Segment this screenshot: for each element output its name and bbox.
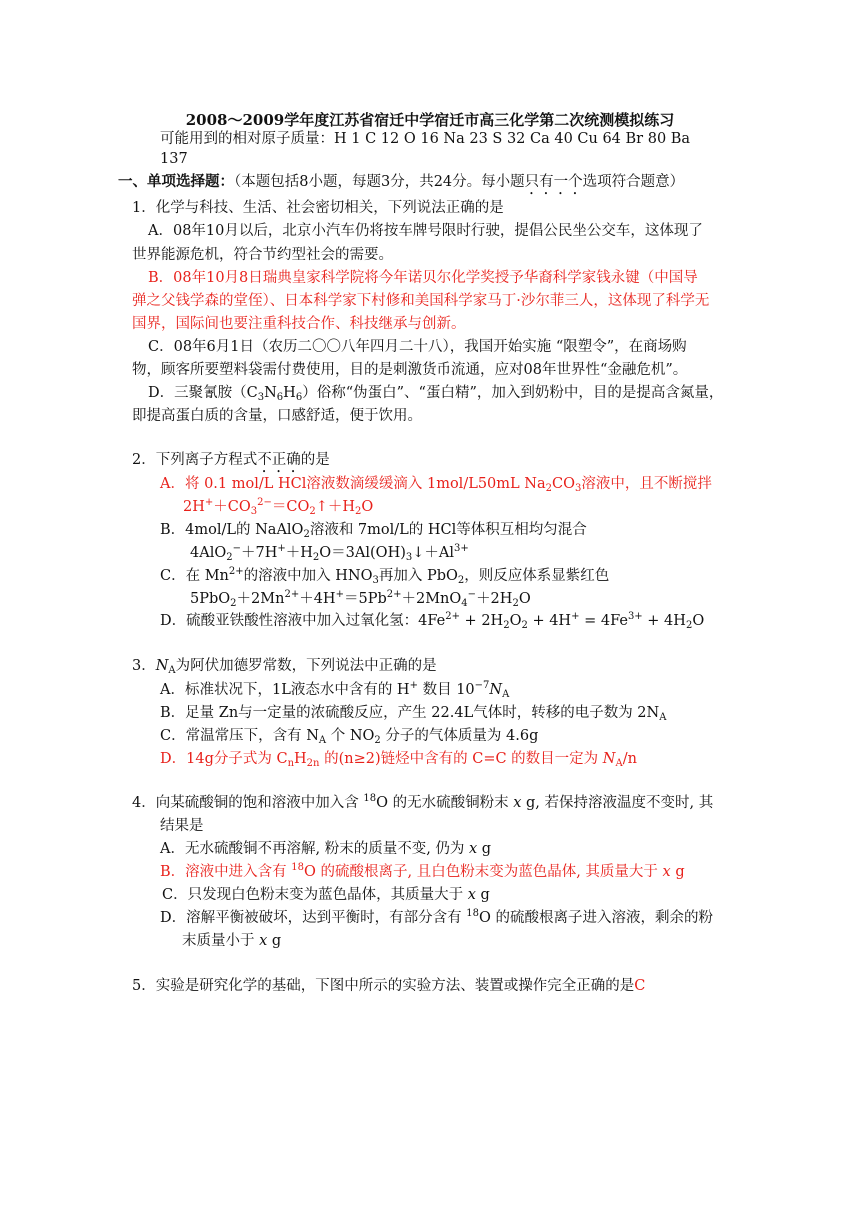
q1-option-b-answer: B．08年10月8日瑞典皇家科学院将今年诺贝尔化学奖授予华裔科学家钱永键（中国导	[148, 270, 698, 286]
q3-option-b: B．足量 Zn与一定量的浓硫酸反应，产生 22.4L气体时，转移的电子数为 $2N_A$	[160, 705, 667, 723]
q3-option-c: C．常温常压下，含有 $N_A$ 个 $NO_2$ 分子的气体质量为 4.6g	[160, 728, 539, 746]
q1-option-b-cont: 弹之父钱学森的堂侄）、日本科学家下村修和美国科学家马丁·沙尔菲三人，这体现了科学无	[132, 293, 710, 309]
q2-option-c: C．在 $Mn^{2+}$的溶液中加入 $HNO_3$再加入 PbO$_2$，则反应体系显紫红色	[160, 566, 610, 586]
section-desc: （本题包括8小题，每题3分，共24分。每小题	[234, 174, 525, 190]
q5-answer: C	[634, 978, 646, 994]
q3-option-a: A．标准状况下，1L液态水中含有的 H+ 数目 $10^{-7}N_A$	[160, 680, 510, 700]
section-desc-end: 选项符合题意）	[582, 174, 685, 190]
q2-option-c-equation: $5PbO_2+2Mn^{2+}+4H^+=5Pb^{2+}+2MnO_4^-+2H_2O$	[190, 589, 531, 609]
q1-option-d-cont: 即提高蛋白质的含量，口感舒适，便于饮用。	[132, 408, 422, 424]
q2-option-a-equation: $2H^++CO_3^{2-}=CO_2↑+H_2O$	[183, 497, 374, 517]
q4-stem: 4．向某硫酸铜的饱和溶液中加入含 $^{18}$O 的无水硫酸铜粉末 x g, 若保持溶液温度不变时, 其	[132, 793, 714, 811]
q1-option-c: C．08年6月1日（农历二〇〇八年四月二十八），我国开始实施 “限塑令”，在商场购	[148, 339, 687, 355]
q2-option-b: B．4mol/L的 NaAlO$_2$溶液和 7mol/L的 HCl等体积互相均匀混合	[160, 522, 587, 540]
page-title: 2008～2009学年度江苏省宿迁中学宿迁市高三化学第二次统测模拟练习	[185, 111, 675, 129]
q4-option-b-answer: B．溶液中进入含有 $^{18}$O 的硫酸根离子, 且白色粉末变为蓝色晶体, 其质量大于 x g	[160, 862, 685, 880]
q4-option-d: D．溶解平衡被破坏，达到平衡时，有部分含有 $^{18}$O 的硫酸根离子进入溶液，剩余的粉	[160, 908, 713, 926]
q2-option-d: D．硫酸亚铁酸性溶液中加入过氧化氢：$4Fe^{2+} + 2H_2O_2 + 4H^+ = 4Fe^{3+} + 4H_2O$	[160, 611, 705, 631]
q2-option-a-answer: A．将 0.1 mol/L HCl溶液数滴缓缓滴入 1mol/L50mL $Na_2CO_3$溶液中，且不断搅拌	[160, 476, 712, 494]
q1-option-a: A．08年10月以后，北京小汽车仍将按车牌号限时行驶，提倡公民坐公交车，这体现了	[148, 223, 703, 239]
section-emphasis: 只有一个	[524, 174, 583, 190]
q1-option-a-cont: 世界能源危机，符合节约型社会的需要。	[132, 247, 393, 263]
q3-option-d-answer: D．14g分子式为 $C_nH_{2n}$ 的(n≥2)链烃中含有的 C=C 的数目一定为 $N_A/n$	[160, 751, 637, 769]
section-label: 一、单项选择题：	[118, 173, 234, 190]
atomic-masses-line: 可能用到的相对原子质量：H 1 C 12 O 16 Na 23 S 32 Ca 40 Cu 64 Br 80 Ba	[160, 131, 691, 147]
section-heading	[118, 172, 684, 198]
q1-option-d: D．三聚氰胺$(C_3N_6H_6)$俗称“伪蛋白”、“蛋白精”，加入到奶粉中，目的是提高含氮量，	[148, 385, 724, 403]
q2-stem: 2．下列离子方程式不正确的是	[132, 452, 330, 468]
q3-stem: 3．$N_A$为阿伏加德罗常数，下列说法中正确的是	[132, 658, 437, 676]
q1-option-c-cont: 物，顾客所要塑料袋需付费使用，目的是刺激货币流通，应对08年世界性“金融危机”。	[132, 362, 688, 378]
q1-option-b-cont2: 国界，国际间也要注重科技合作、科技继承与创新。	[132, 316, 466, 332]
q4-option-d-cont: 末质量小于 x g	[182, 933, 282, 949]
q4-option-c: C．只发现白色粉末变为蓝色晶体，其质量大于 x g	[162, 887, 490, 903]
q2-option-b-equation: $4AlO_2^-+7H^++H_2O=3Al(OH)_3↓+Al^{3+}$	[190, 543, 469, 563]
q4-option-a: A．无水硫酸铜不再溶解, 粉末的质量不变, 仍为 x g	[160, 841, 492, 857]
q1-stem: 1．化学与科技、生活、社会密切相关，下列说法正确的是	[132, 200, 504, 216]
atomic-masses-line-cont: 137	[160, 151, 188, 167]
q5-stem: 5．实验是研究化学的基础，下图中所示的实验方法、装置或操作完全正确的是C	[132, 978, 646, 994]
q4-stem-cont: 结果是	[160, 818, 204, 834]
